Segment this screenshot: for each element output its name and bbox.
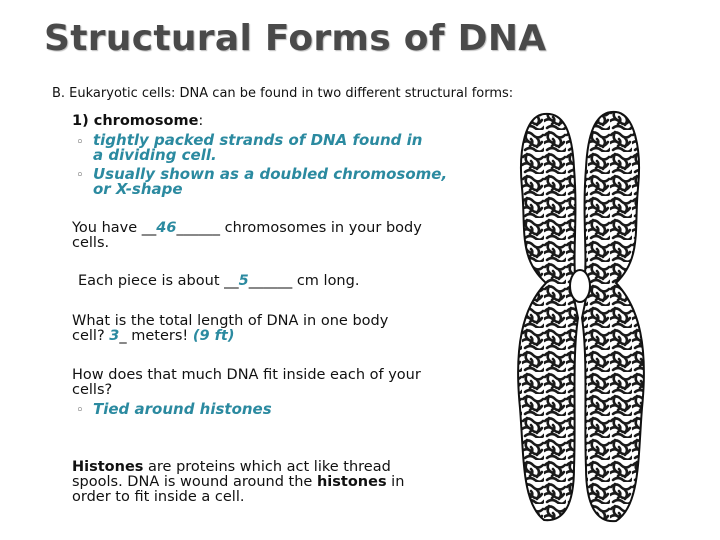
section-subheading: B. Eukaryotic cells: DNA can be found in two different structural forms: <box>52 86 514 101</box>
chromosome-image <box>500 108 660 526</box>
chromosome-shape-note: Usually shown as a doubled chromosome, or X-shape <box>93 165 448 198</box>
histones-explanation: Histones are proteins which act like thread spools. DNA is wound around the histones in order to fit inside a cell. <box>72 459 405 505</box>
chromosome-definition: tightly packed strands of DNA found in a dividing cell. <box>93 131 423 164</box>
chromatid-right <box>582 112 644 521</box>
histones-term-2: histones <box>316 474 387 490</box>
chromosome-heading: 1) chromosome: <box>72 113 204 129</box>
chromosome-term: 1) chromosome <box>72 113 199 129</box>
page-title: Structural Forms of DNA <box>44 18 547 59</box>
histones-term: Histones <box>72 459 144 475</box>
chromatid-left <box>518 114 578 520</box>
sub-bullet-icon: ◦ <box>76 403 84 418</box>
answer-9ft: (9 ft) <box>192 328 235 344</box>
sub-bullet-icon: ◦ <box>76 168 84 183</box>
answer-46: 46 <box>156 220 177 236</box>
total-length-question: What is the total length of DNA in one body cell? 3_ meters! (9 ft) <box>72 313 389 344</box>
fit-answer: Tied around histones <box>93 400 272 418</box>
centromere <box>570 270 590 302</box>
chromosome-count-question: You have __46______ chromosomes in your body cells. <box>72 220 422 251</box>
fit-question: How does that much DNA fit inside each of your cells? <box>72 367 421 398</box>
answer-3: 3 <box>109 328 120 344</box>
sub-bullet-icon: ◦ <box>76 135 84 150</box>
answer-5: 5 <box>238 273 249 289</box>
piece-length-question: Each piece is about __5______ cm long. <box>78 273 360 289</box>
